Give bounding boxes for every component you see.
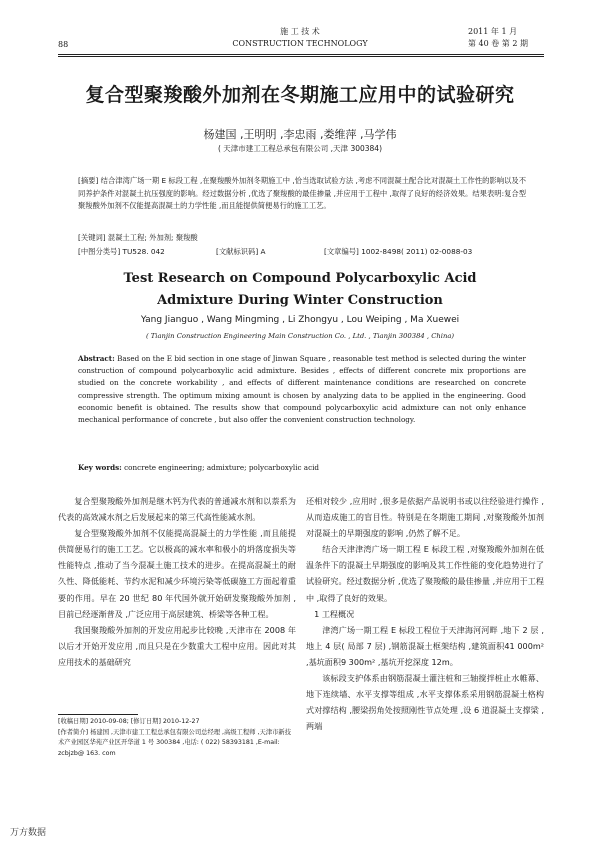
section-heading: 1 工程概况 <box>314 608 355 619</box>
body-paragraph: 复合型聚羧酸外加剂不仅能提高混凝土的力学性能 ,而且能提供简便易行的施工工艺。它以极高的减水率和极小的坍落度损失等性能特点 ,推动了当今混凝土施工技术的进步。在提高混凝土的耐久性、降低能耗、节约水泥和减少环境污染等低碳施工方面起着重要的作用。早在 20 世纪 80 年代国外就开始研发聚羧酸外加剂 ,目前已经逐渐普及 ,广泛应用于高层建筑、桥梁等各种工程。 <box>58 528 296 619</box>
abstract-cn: [摘要] 结合津湾广场一期 E 标段工程 ,在聚羧酸外加剂冬期施工中 ,恰当选取试验方法 ,考虑不同混凝土配合比对混凝土工作性的影响以及不同养护条件对混凝土抗压强度的影响。经过数据分析 ,优选了聚羧酸的最佳掺量 ,并应用于工程中 ,取得了良好的经济效果。结果表明:复合型聚羧酸外加剂不仅能提高混凝土的力学性能 ,而且能提供简便易行的施工工艺。 <box>78 176 526 210</box>
journal-name-en: CONSTRUCTION TECHNOLOGY <box>232 39 368 48</box>
body-paragraph: 该标段支护体系由钢筋混凝土灌注桩和三轴搅拌桩止水帷幕、地下连续墙、水平支撑等组成 ,水平支撑体系采用钢筋混凝土格构式对撑结构 ,腰梁拐角处按照刚性节点处理 ,设 6 道混凝土支撑梁 ,两端 <box>306 673 544 732</box>
abstract-en <box>78 353 526 426</box>
title-en <box>0 268 600 312</box>
footnote-rule <box>58 714 138 715</box>
affiliation-en: ( Tianjin Construction Engineering Main Construction Co. , Ltd. , Tianjin 300384 , China) <box>145 332 455 340</box>
body-paragraph: 还相对较少 ,应用时 ,很多是依据产品说明书或以往经验进行操作 ,从而造成施工的盲目性。特别是在冬期施工期间 ,对聚羧酸外加剂对混凝土的早期强度的影响 ,仍然了解不足。 <box>306 496 544 539</box>
abstract-en-text: Based on the E bid section in one stage of Jinwan Square , reasonable test method is selected during the winter construction of compound polycarboxylic acid admixture. Besides , effects of different concrete mix proportions are studied on the concrete workability , and effects of different maintenance conditions are researched on concrete compressive strength. The optimum mixing amount is chosen by analyzing data to be applied in the engineering. Good economic benefit is obtained. The results show that compound polycarboxylic acid admixture can not only enhance mechanical performance of concrete , but also offer the convenient construction technology. <box>78 354 526 425</box>
header-rule-thin <box>58 56 544 57</box>
authors-en: Yang Jianguo , Wang Mingming , Li Zhongyu , Lou Weiping , Ma Xuewei <box>140 315 460 325</box>
issue-date: 2011 年 1 月 <box>468 27 518 36</box>
title-cn: 复合型聚羧酸外加剂在冬期施工应用中的试验研究 <box>85 84 515 106</box>
clc-number: [中图分类号] TU528. 042 <box>78 247 165 256</box>
affiliation-cn: ( 天津市建工工程总承包有限公司 ,天津 300384) <box>217 144 383 153</box>
keywords-cn: [关键词] 混凝土工程; 外加剂; 聚羧酸 <box>78 233 198 242</box>
body-paragraph: 复合型聚羧酸外加剂是继木钙为代表的普通减水剂和以萘系为代表的高效减水剂之后发展起来的第三代高性能减水剂。 <box>58 496 296 523</box>
keywords-en-label: Key words: <box>78 463 122 472</box>
page-number: 88 <box>58 40 69 49</box>
title-en-line1: Test Research on Compound Polycarboxylic Acid <box>123 271 477 286</box>
footnote <box>58 717 296 759</box>
watermark-text: 万方数据 <box>10 828 47 838</box>
footnote-received: [收稿日期] 2010-09-08; [修订日期] 2010-12-27 <box>58 718 200 725</box>
body-column-left <box>58 493 296 670</box>
keywords-en <box>78 463 319 472</box>
issue-info <box>468 26 528 50</box>
title-en-line2: Admixture During Winter Construction <box>157 293 443 308</box>
body-paragraph: 津湾广场一期工程 E 标段工程位于天津海河河畔 ,地下 2 层 ,地上 4 层( 局部 7 层) ,钢筋混凝土框架结构 ,建筑面积41 000m² ,基坑面积9 300m² ,基坑开挖深度 12m。 <box>306 624 544 667</box>
keywords-en-text: concrete engineering; admixture; polycarboxylic acid <box>124 463 320 472</box>
header-rule <box>58 54 544 55</box>
journal-name-cn: 施 工 技 术 <box>280 27 320 36</box>
body-paragraph: 我国聚羧酸外加剂的开发应用起步比较晚 ,天津市在 2008 年以后才开始开发应用 ,而且只是在少数重大工程中应用。因此对其应用技术的基础研究 <box>58 624 296 667</box>
body-column-right <box>306 493 544 734</box>
document-code: [文献标识码] A <box>216 247 266 256</box>
issue-volume: 第 40 卷 第 2 期 <box>468 39 528 48</box>
body-paragraph: 结合天津津湾广场一期工程 E 标段工程 ,对聚羧酸外加剂在低温条件下的混凝土早期强度的影响及其工作性能的变化趋势进行了试验研究。经过数据分析 ,优选了聚羧酸的最佳掺量 ,并应用于工程中 ,取得了良好的效果。 <box>306 544 544 603</box>
authors-cn: 杨建国 ,王明明 ,李忠雨 ,娄维萍 ,马学伟 <box>203 128 397 141</box>
article-number: [文章编号] 1002-8498( 2011) 02-0088-03 <box>324 247 473 256</box>
footnote-author: [作者简介] 杨建国 ,天津市建工工程总承包有限公司总经理 ,高级工程师 ,天津市新技术产业园区华苑产业区开华道 1 号 300384 ,电话: ( 022) 58393181 ,E-mail: zcbjzb@ 163. com <box>58 728 292 757</box>
abstract-en-label: Abstract: <box>78 354 115 363</box>
